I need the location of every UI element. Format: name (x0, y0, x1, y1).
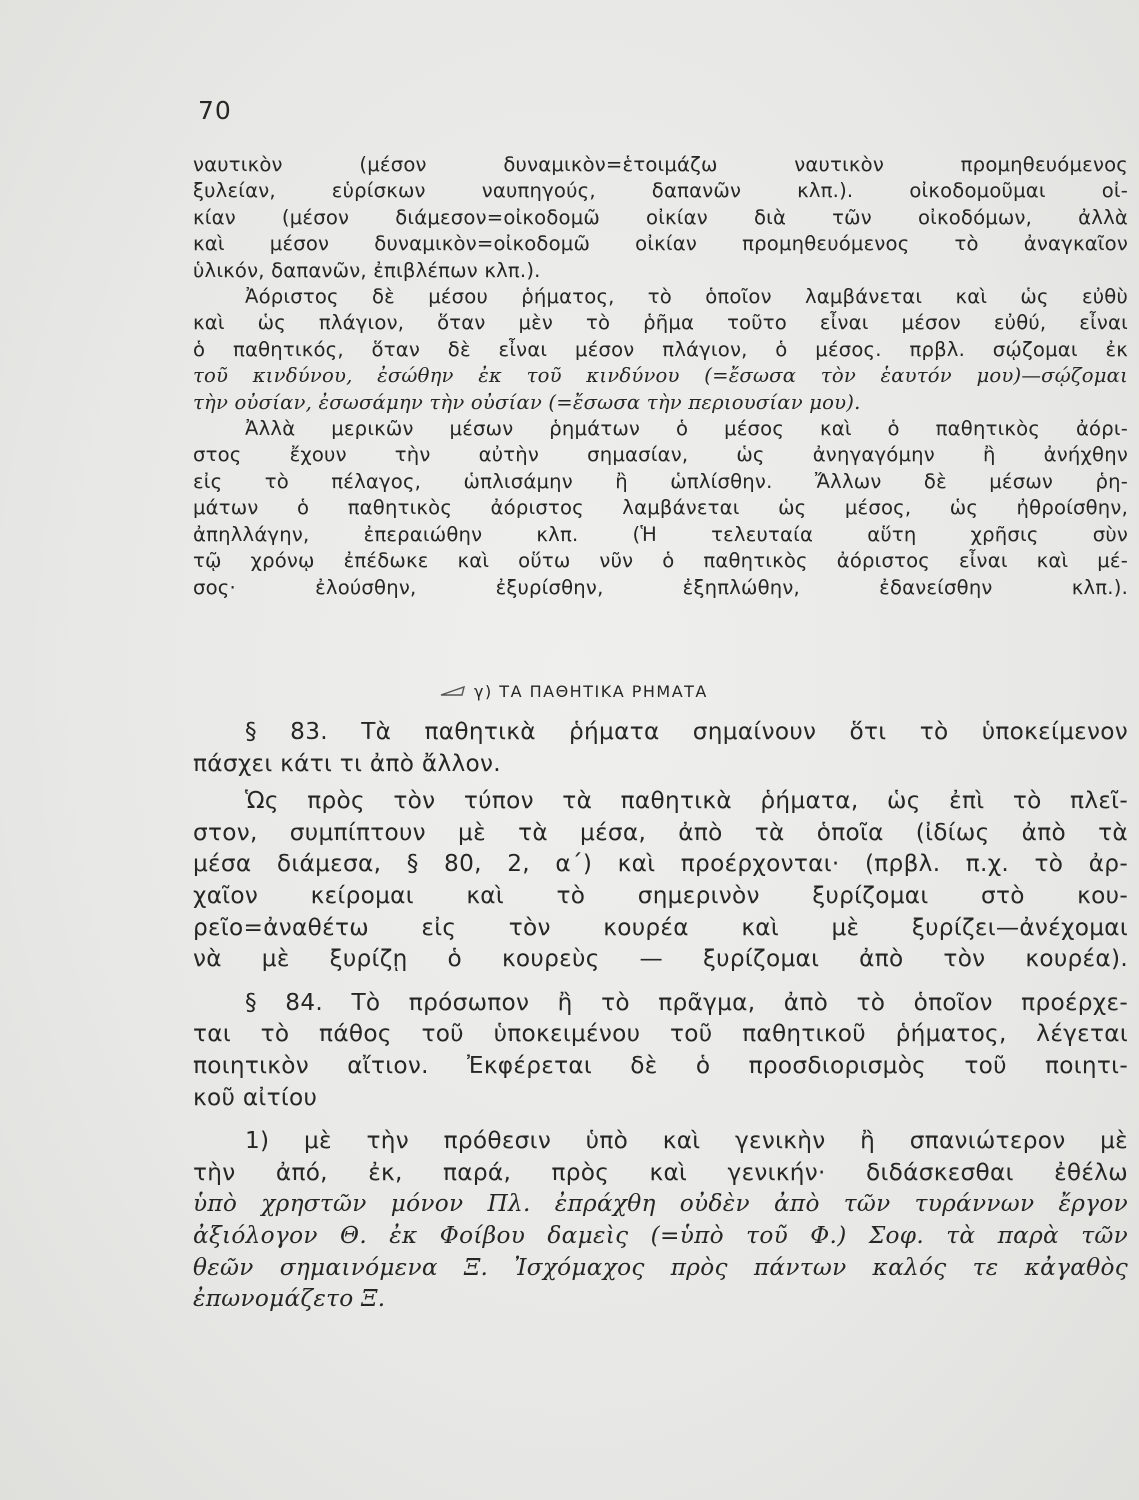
text-line: τὴν οὐσίαν, ἐσωσάμην τὴν οὐσίαν (=ἔσωσα τὴν περιουσίαν μου). (193, 390, 861, 414)
text-line: τῷ χρόνῳ ἐπέδωκε καὶ οὕτω νῦν ὁ παθητικὸς ἀόριστος εἶναι καὶ μέ- (193, 549, 1128, 573)
paragraph-aorist-middle (193, 284, 1128, 416)
text-line: ὁ παθητικός, ὅταν δὲ εἶναι μέσον πλάγιον, ὁ μέσος. πρβλ. σῴζομαι ἐκ (193, 337, 1128, 361)
paragraph-passive-form (193, 785, 1128, 975)
page-number: 70 (198, 96, 232, 125)
text-line: εἰς τὸ πέλαγος, ὡπλισάμην ἢ ὡπλίσθην. Ἄλλων δὲ μέσων ῥη- (193, 469, 1128, 493)
text-line: ναυτικὸν (μέσον δυναμικὸν=ἑτοιμάζω ναυτικὸν προμηθευόμενος (193, 153, 1128, 176)
text-line: καὶ μέσον δυναμικὸν=οἰκοδομῶ οἰκίαν προμηθευόμενος τὸ ἀναγκαῖον (193, 232, 1128, 256)
text-line: 1) μὲ τὴν πρόθεσιν ὑπὸ καὶ γενικὴν ἢ σπανιώτερον μὲ (245, 1127, 1128, 1155)
paragraph-agent-item-1 (193, 1125, 1128, 1315)
paragraph-middle-verbs-examples (193, 152, 1128, 284)
text-line: χαῖον κείρομαι καὶ τὸ σημερινὸν ξυρίζομαι στὸ κου- (193, 881, 1128, 909)
text-line: ρεῖο=ἀναθέτω εἰς τὸν κουρέα καὶ μὲ ξυρίζει—ἀνέχομαι (193, 913, 1128, 941)
text-line: ποιητικὸν αἴτιον. Ἐκφέρεται δὲ ὁ προσδιορισμὸς τοῦ ποιητι- (193, 1051, 1128, 1079)
text-line: Ἀόριστος δὲ μέσου ῥήματος, τὸ ὁποῖον λαμβάνεται καὶ ὡς εὐθὺ (245, 285, 1128, 309)
paragraph-section-83 (193, 716, 1128, 779)
text-line: καὶ ὡς πλάγιον, ὅταν μὲν τὸ ῥῆμα τοῦτο εἶναι μέσον εὐθύ, εἶναι (193, 311, 1128, 335)
section-heading (440, 682, 708, 701)
text-line: § 84. Τὸ πρόσωπον ἢ τὸ πρᾶγμα, ἀπὸ τὸ ὁποῖον προέρχε- (245, 988, 1128, 1016)
text-line: στος ἔχουν τὴν αὐτὴν σημασίαν, ὡς ἀνηγαγόμην ἢ ἀνήχθην (193, 443, 1128, 467)
text-line: μέσα διάμεσα, § 80, 2, α΄) καὶ προέρχονται· (πρβλ. π.χ. τὸ ἀρ- (193, 850, 1128, 878)
text-line: μάτων ὁ παθητικὸς ἀόριστος λαμβάνεται ὡς μέσος, ὡς ἠθροίσθην, (193, 496, 1128, 520)
text-line: Ἀλλὰ μερικῶν μέσων ῥημάτων ὁ μέσος καὶ ὁ παθητικὸς ἀόρι- (245, 417, 1128, 441)
text-line: ξυλείαν, εὑρίσκων ναυπηγούς, δαπανῶν κλπ.). οἰκοδομοῦμαι οἰ- (193, 179, 1128, 203)
text-line: ται τὸ πάθος τοῦ ὑποκειμένου τοῦ παθητικοῦ ῥήματος, λέγεται (193, 1020, 1128, 1048)
pencil-mark-icon (440, 682, 470, 701)
small-print-section (193, 152, 1128, 601)
text-line: ἐπωνομάζετο Ξ. (193, 1285, 386, 1313)
text-line: Ὡς πρὸς τὸν τύπον τὰ παθητικὰ ῥήματα, ὡς ἐπὶ τὸ πλεῖ- (245, 787, 1128, 815)
text-line: πάσχει κάτι τι ἀπὸ ἄλλον. (193, 749, 501, 777)
paragraph-section-84 (193, 987, 1128, 1113)
text-line: τοῦ κινδύνου, ἐσώθην ἐκ τοῦ κινδύνου (=ἔσωσα τὸν ἑαυτόν μου)—σῴζομαι (193, 364, 1128, 388)
paragraph-passive-aorist (193, 416, 1128, 601)
text-line: ὑπὸ χρηστῶν μόνον Πλ. ἐπράχθη οὐδὲν ἀπὸ τῶν τυράννων ἔργον (193, 1190, 1128, 1218)
text-line: νὰ μὲ ξυρίζῃ ὁ κουρεὺς — ξυρίζομαι ἀπὸ τὸν κουρέα). (193, 945, 1128, 973)
text-line: τὴν ἀπό, ἐκ, παρά, πρὸς καὶ γενικήν· διδάσκεσθαι ἐθέλω (193, 1158, 1128, 1186)
text-line: § 83. Τὰ παθητικὰ ῥήματα σημαίνουν ὅτι τὸ ὑποκείμενον (245, 718, 1128, 745)
section-heading-text: γ) ΤΑ ΠΑΘΗΤΙΚΑ ΡΗΜΑΤΑ (474, 682, 708, 701)
text-line: θεῶν σημαινόμενα Ξ. Ἰσχόμαχος πρὸς πάντων καλός τε κἀγαθὸς (193, 1253, 1128, 1281)
text-line: ὑλικόν, δαπανῶν, ἐπιβλέπων κλπ.). (193, 258, 541, 282)
text-line: σος· ἐλούσθην, ἐξυρίσθην, ἐξηπλώθην, ἐδανείσθην κλπ.). (193, 575, 1128, 599)
text-line: στον, συμπίπτουν μὲ τὰ μέσα, ἀπὸ τὰ ὁποῖα (ἰδίως ἀπὸ τὰ (193, 818, 1128, 846)
text-line: ἀξιόλογον Θ. ἐκ Φοίβου δαμεὶς (=ὑπὸ τοῦ Φ.) Σοφ. τὰ παρὰ τῶν (193, 1221, 1128, 1249)
main-text-section (193, 716, 1128, 1315)
text-line: κίαν (μέσον διάμεσον=οἰκοδομῶ οἰκίαν διὰ τῶν οἰκοδόμων, ἀλλὰ (193, 205, 1128, 229)
text-line: κοῦ αἰτίου (193, 1083, 318, 1111)
text-line: ἀπηλλάγην, ἐπεραιώθην κλπ. (Ἡ τελευταία αὕτη χρῆσις σὺν (193, 522, 1128, 546)
